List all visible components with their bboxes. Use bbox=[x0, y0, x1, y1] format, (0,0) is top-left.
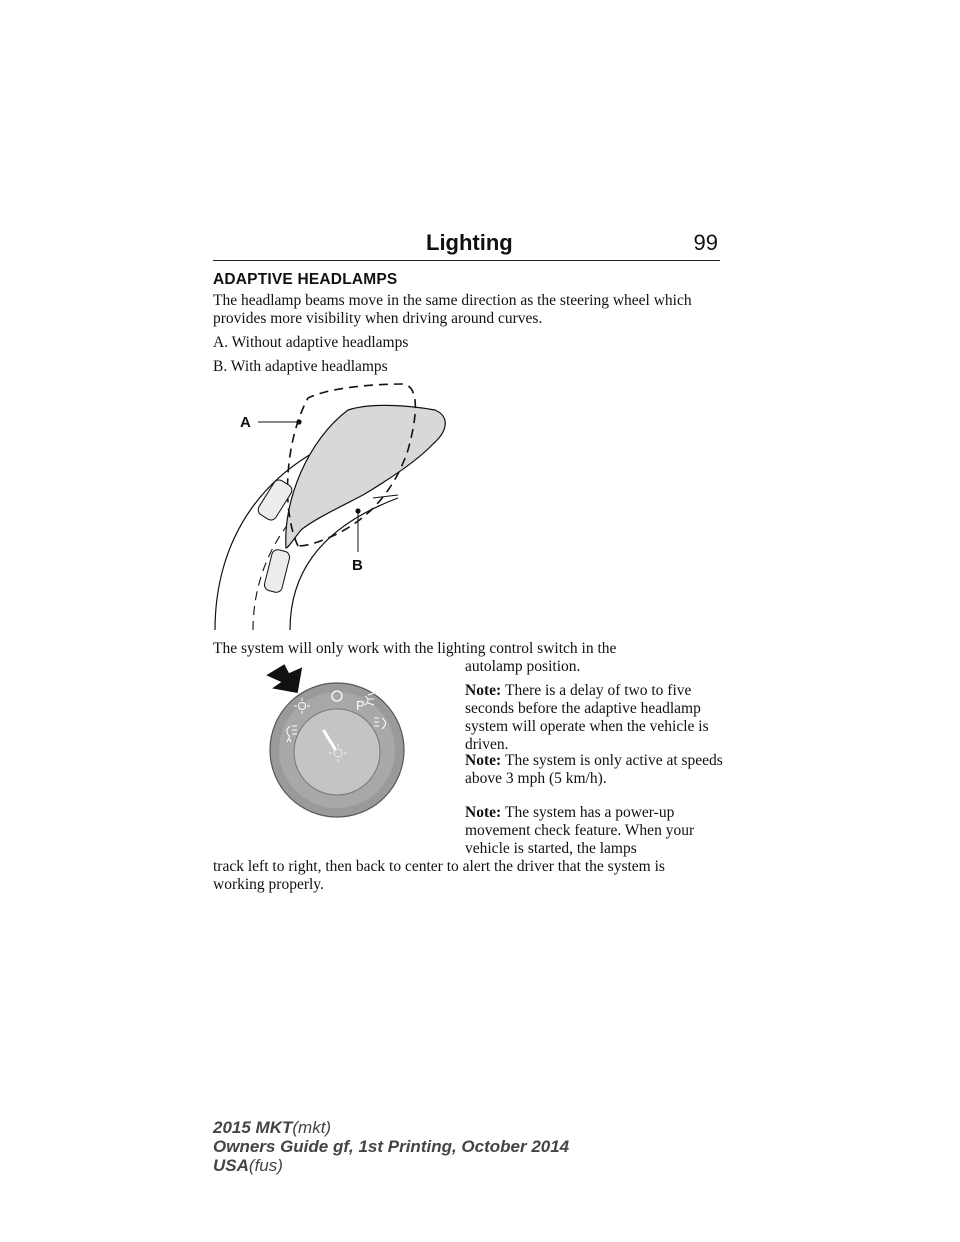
note-label: Note: bbox=[465, 804, 506, 821]
vehicle-lower bbox=[263, 548, 291, 593]
pointer-arrow-icon bbox=[264, 661, 302, 693]
footer-model-code: (mkt) bbox=[292, 1118, 332, 1137]
page-number: 99 bbox=[693, 230, 718, 255]
note-label: Note: bbox=[465, 752, 506, 769]
intro-paragraph: The headlamp beams move in the same direction as the steering wheel which provides more visibility when driving around curves. bbox=[213, 292, 692, 327]
section-heading: ADAPTIVE HEADLAMPS bbox=[213, 271, 398, 288]
footer-model: 2015 MKT bbox=[213, 1118, 293, 1137]
note-delay bbox=[465, 682, 723, 754]
parking-position-icon: P bbox=[356, 698, 365, 713]
note-speed bbox=[465, 752, 723, 788]
note-text: There is a delay of two to five seconds before the adaptive headlamp system will operate when the vehicle is driven. bbox=[465, 682, 709, 753]
footer-line3 bbox=[213, 1156, 569, 1175]
note-label: Note: bbox=[465, 682, 506, 699]
footer-line2 bbox=[213, 1137, 569, 1156]
lighting-control-switch-illustration bbox=[262, 660, 417, 818]
chapter-title: Lighting bbox=[426, 230, 513, 255]
adaptive-headlamp-illustration bbox=[213, 380, 453, 632]
note-text: The system is only active at speeds above 3 mph (5 km/h). bbox=[465, 752, 723, 787]
callout-label-a: A bbox=[240, 414, 251, 431]
note-text: The system has a power-up movement check feature. When your vehicle is started, the lamps bbox=[465, 804, 695, 857]
page-footer bbox=[213, 1118, 569, 1175]
switch-dial bbox=[294, 709, 380, 795]
adaptive-beam-shape bbox=[286, 405, 446, 548]
footer-market: USA bbox=[213, 1156, 249, 1175]
legend-item-b: B. With adaptive headlamps bbox=[213, 358, 388, 375]
header-rule bbox=[213, 260, 720, 261]
legend-item-a: A. Without adaptive headlamps bbox=[213, 334, 409, 351]
callout-label-b: B bbox=[352, 557, 363, 574]
continuation-paragraph: track left to right, then back to center to alert the driver that the system is working properly. bbox=[213, 858, 665, 893]
system-text-line1: The system will only work with the lighting control switch in the bbox=[213, 640, 617, 657]
footer-guide: Owners Guide gf, 1st Printing, October 2014 bbox=[213, 1137, 570, 1156]
footer-market-code: (fus) bbox=[248, 1156, 283, 1175]
system-text-line2: autolamp position. bbox=[465, 658, 581, 675]
footer-line1 bbox=[213, 1118, 569, 1137]
note-power-up bbox=[465, 804, 723, 858]
